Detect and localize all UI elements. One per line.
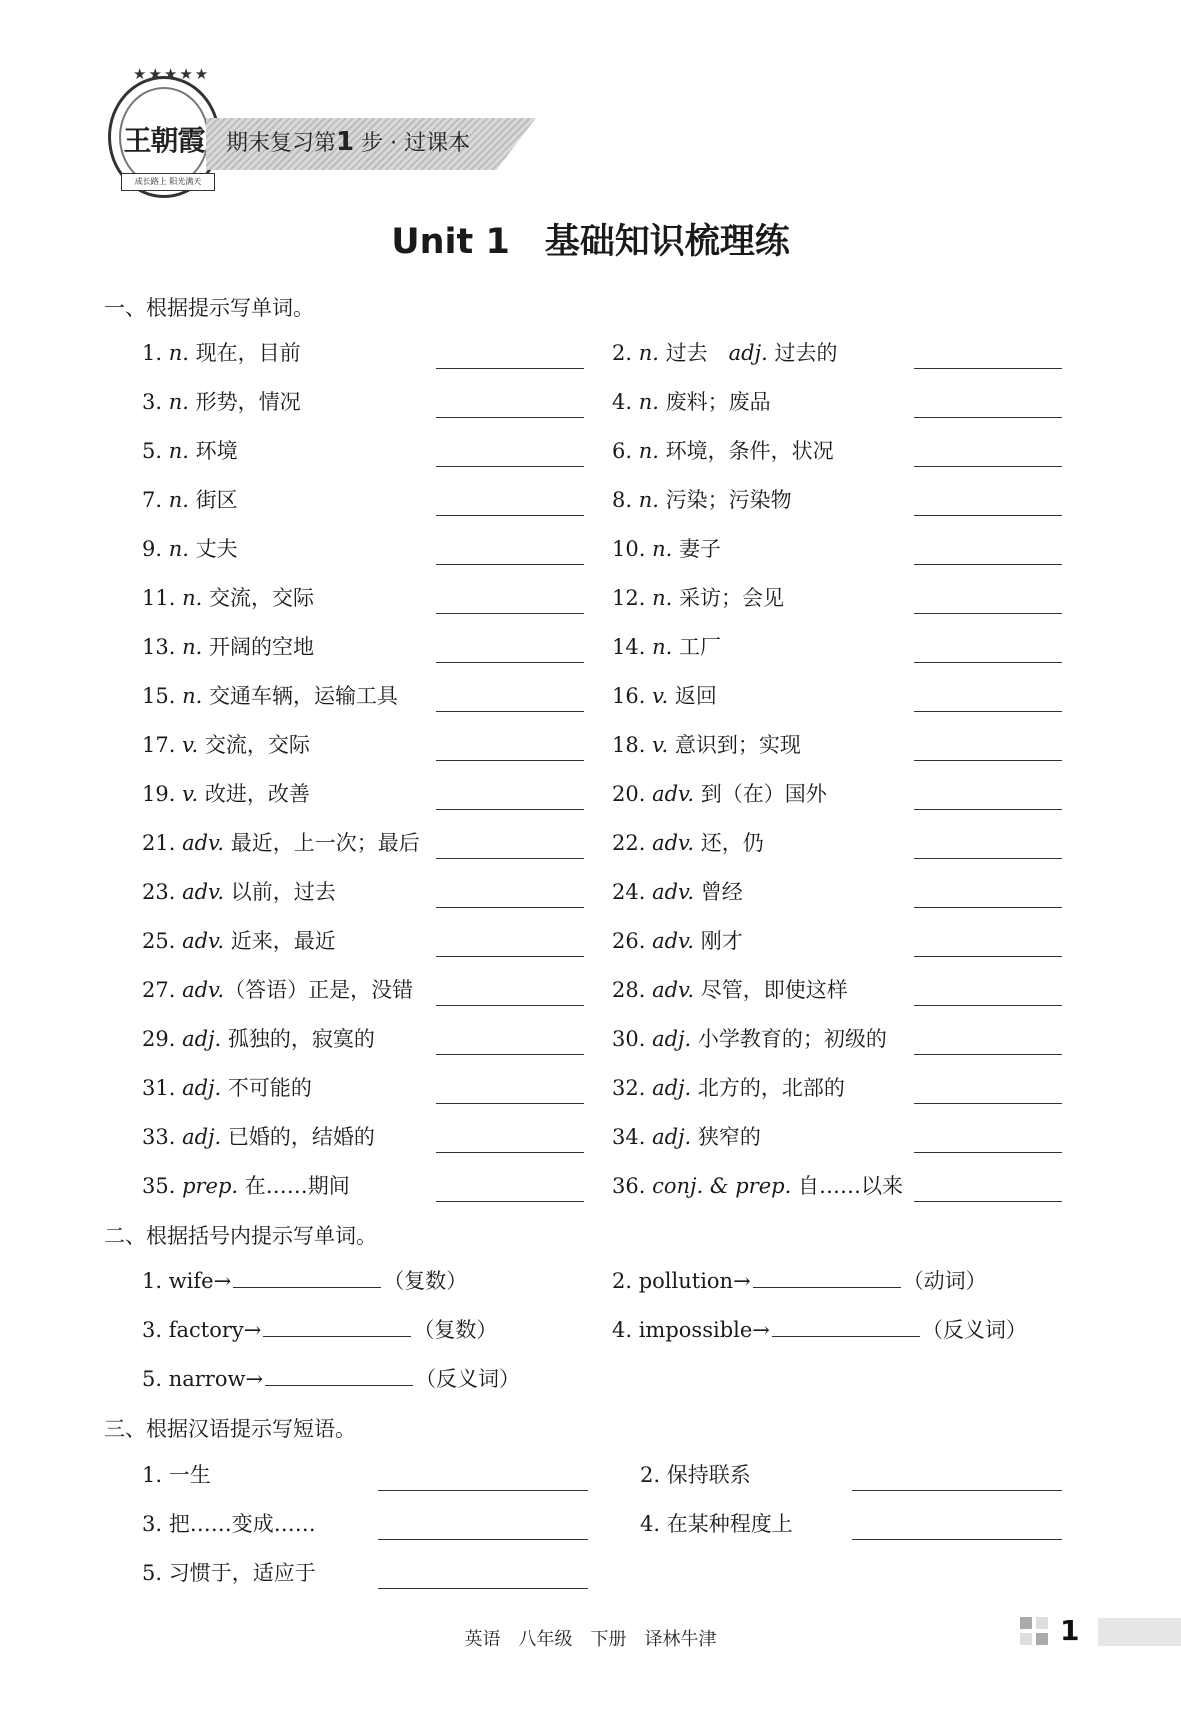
phrase-prompt: 5. 习惯于，适应于: [142, 1561, 316, 1585]
item-number: 17.: [142, 733, 183, 757]
phrase-prompt: 4. 在某种程度上: [640, 1512, 793, 1536]
answer-blank[interactable]: [914, 1201, 1062, 1202]
part-of-speech: adv.: [182, 831, 225, 855]
item-number: 7.: [142, 488, 169, 512]
answer-blank[interactable]: [436, 417, 584, 418]
word-prompt: [142, 778, 310, 808]
prompt-meaning: 开阔的空地: [202, 635, 314, 659]
page-bar: [1098, 1618, 1181, 1646]
answer-blank[interactable]: [378, 1539, 588, 1540]
item-number: 20.: [612, 782, 653, 806]
item-number: 1.: [142, 341, 169, 365]
word-prompt: [612, 1170, 903, 1200]
answer-blank[interactable]: [914, 858, 1062, 859]
prompt-meaning: 环境，条件，状况: [658, 439, 834, 463]
answer-blank[interactable]: [914, 956, 1062, 957]
prompt-meaning: （答语）正是，没错: [224, 978, 414, 1002]
word-prompt: [612, 1023, 887, 1053]
hint-text: （复数）: [413, 1318, 498, 1342]
item-number: 12.: [612, 586, 653, 610]
part-of-speech: adj.: [182, 1076, 222, 1100]
item-number: 13.: [142, 635, 183, 659]
part-of-speech: v.: [182, 733, 199, 757]
answer-blank[interactable]: [753, 1266, 901, 1288]
part-of-speech: n.: [638, 439, 659, 463]
item-number: 16.: [612, 684, 653, 708]
part-of-speech: n.: [182, 586, 203, 610]
answer-blank[interactable]: [436, 1005, 584, 1006]
hint-text: （反义词）: [921, 1318, 1027, 1342]
word-prompt: [142, 631, 314, 661]
item-number: 2.: [612, 341, 639, 365]
prompt-meaning: 尽管，即使这样: [694, 978, 848, 1002]
part-of-speech: adj.: [652, 1125, 692, 1149]
item-number: 9.: [142, 537, 169, 561]
prompt-meaning: 过去的: [767, 341, 838, 365]
part-of-speech: n.: [652, 586, 673, 610]
hint-text: （动词）: [902, 1269, 987, 1293]
word-prompt: [142, 1023, 375, 1053]
prompt-meaning: 采访；会见: [672, 586, 784, 610]
prompt-meaning: 工厂: [672, 635, 721, 659]
prompt-meaning: 还，仍: [694, 831, 764, 855]
brand-logo: [108, 65, 220, 198]
prompt-meaning: 近来，最近: [224, 929, 336, 953]
answer-blank[interactable]: [265, 1364, 413, 1386]
item-number: 22.: [612, 831, 653, 855]
answer-blank[interactable]: [914, 760, 1062, 761]
section-2-heading: 二、根据括号内提示写单词。: [104, 1224, 377, 1248]
hint-text: （反义词）: [415, 1367, 521, 1391]
answer-blank[interactable]: [436, 956, 584, 957]
word-prompt: [612, 729, 801, 759]
answer-blank[interactable]: [378, 1490, 588, 1491]
word-prompt: [612, 876, 743, 906]
word-form-prompt: [142, 1314, 497, 1344]
word-prompt: [612, 925, 743, 955]
logo-brand-text: 王朝霞: [123, 124, 205, 157]
answer-blank[interactable]: [914, 662, 1062, 663]
word-prompt: [612, 582, 784, 612]
banner-text: 期末复习第1 步 · 过课本: [226, 127, 471, 157]
answer-blank[interactable]: [914, 466, 1062, 467]
word-prompt: [612, 435, 834, 465]
prompt-meaning: 北方的，北部的: [691, 1076, 845, 1100]
item-number: 19.: [142, 782, 183, 806]
item-number: 31.: [142, 1076, 183, 1100]
part-of-speech: adv.: [652, 978, 695, 1002]
item-number: 23.: [142, 880, 183, 904]
part-of-speech: n.: [168, 439, 189, 463]
answer-blank[interactable]: [914, 711, 1062, 712]
item-number: 24.: [612, 880, 653, 904]
answer-blank[interactable]: [436, 662, 584, 663]
word-prompt: [612, 337, 837, 367]
word-prompt: [142, 827, 420, 857]
answer-blank[interactable]: [914, 1054, 1062, 1055]
prompt-meaning: 孤独的，寂寞的: [221, 1027, 375, 1051]
word-prompt: [142, 337, 301, 367]
item-number: 11.: [142, 586, 183, 610]
prompt-meaning: 自……以来: [791, 1174, 903, 1198]
part-of-speech: adj.: [652, 1076, 692, 1100]
answer-blank[interactable]: [914, 515, 1062, 516]
prompt-meaning: 废料；废品: [658, 390, 771, 414]
prompt-meaning: 交流，交际: [202, 586, 314, 610]
answer-blank[interactable]: [436, 1103, 584, 1104]
part-of-speech: adj.: [652, 1027, 692, 1051]
word-form-prompt: [142, 1265, 467, 1295]
item-number: 14.: [612, 635, 653, 659]
item-number: 21.: [142, 831, 183, 855]
base-word: 1. wife→: [142, 1269, 232, 1293]
answer-blank[interactable]: [436, 1054, 584, 1055]
prompt-meaning: 在……期间: [238, 1174, 350, 1198]
part-of-speech: adv.: [182, 978, 225, 1002]
base-word: 2. pollution→: [612, 1269, 751, 1293]
answer-blank[interactable]: [436, 368, 584, 369]
answer-blank[interactable]: [914, 1103, 1062, 1104]
footer-text: 英语 八年级 下册 译林牛津: [464, 1629, 717, 1650]
prompt-meaning: 妻子: [672, 537, 721, 561]
part-of-speech: adv.: [182, 929, 225, 953]
word-prompt: [612, 1072, 845, 1102]
page-title: Unit 1 基础知识梳理练: [391, 222, 790, 262]
word-prompt: [612, 974, 848, 1004]
base-word: 5. narrow→: [142, 1367, 264, 1391]
base-word: 3. factory→: [142, 1318, 262, 1342]
answer-blank[interactable]: [436, 711, 584, 712]
answer-blank[interactable]: [914, 368, 1062, 369]
word-form-prompt: [142, 1363, 520, 1393]
part-of-speech: n.: [638, 488, 659, 512]
page-number: 1: [1060, 1614, 1080, 1647]
part-of-speech: n.: [168, 537, 189, 561]
part-of-speech: n.: [638, 341, 659, 365]
answer-blank[interactable]: [436, 613, 584, 614]
word-prompt: [142, 876, 336, 906]
answer-blank[interactable]: [772, 1315, 920, 1337]
part-of-speech: n.: [168, 488, 189, 512]
word-prompt: [612, 533, 721, 563]
answer-blank[interactable]: [914, 1152, 1062, 1153]
word-prompt: [612, 680, 717, 710]
word-prompt: [612, 484, 792, 514]
answer-blank[interactable]: [436, 1152, 584, 1153]
page-marker-icon: [1020, 1617, 1050, 1647]
answer-blank[interactable]: [436, 515, 584, 516]
item-number: 15.: [142, 684, 183, 708]
part-of-speech: n.: [168, 341, 189, 365]
item-number: 27.: [142, 978, 183, 1002]
logo-ribbon: 成长路上 阳光满天: [121, 173, 215, 191]
part-of-speech: v.: [652, 684, 669, 708]
hint-text: （复数）: [383, 1269, 468, 1293]
answer-blank[interactable]: [436, 564, 584, 565]
prompt-meaning: 曾经: [694, 880, 743, 904]
part-of-speech: adv.: [182, 880, 225, 904]
answer-blank[interactable]: [852, 1490, 1062, 1491]
answer-blank[interactable]: [436, 1201, 584, 1202]
phrase-prompt: 2. 保持联系: [640, 1463, 751, 1487]
part-of-speech: adj.: [182, 1125, 222, 1149]
prompt-meaning: 污染；污染物: [658, 488, 792, 512]
prompt-meaning: 不可能的: [221, 1076, 312, 1100]
word-prompt: [142, 386, 301, 416]
word-form-prompt: [612, 1314, 1027, 1344]
word-prompt: [612, 386, 771, 416]
answer-blank[interactable]: [852, 1539, 1062, 1540]
answer-blank[interactable]: [378, 1588, 588, 1589]
part-of-speech: n.: [638, 390, 659, 414]
answer-blank[interactable]: [914, 1005, 1062, 1006]
part-of-speech: n.: [652, 537, 673, 561]
item-number: 32.: [612, 1076, 653, 1100]
answer-blank[interactable]: [914, 417, 1062, 418]
word-prompt: [142, 1121, 375, 1151]
prompt-meaning: 到（在）国外: [694, 782, 827, 806]
item-number: 4.: [612, 390, 639, 414]
prompt-meaning: 街区: [188, 488, 238, 512]
word-prompt: [612, 631, 721, 661]
prompt-meaning: 狭窄的: [691, 1125, 761, 1149]
word-prompt: [142, 974, 413, 1004]
item-number: 34.: [612, 1125, 653, 1149]
item-number: 29.: [142, 1027, 183, 1051]
part-of-speech: n.: [182, 635, 203, 659]
prompt-meaning: 最近，上一次；最后: [224, 831, 420, 855]
part-of-speech: prep.: [182, 1174, 239, 1198]
word-prompt: [142, 925, 336, 955]
word-prompt: [142, 484, 238, 514]
part-of-speech: adv.: [652, 929, 695, 953]
answer-blank[interactable]: [914, 907, 1062, 908]
item-number: 26.: [612, 929, 653, 953]
item-number: 30.: [612, 1027, 653, 1051]
prompt-meaning: 形势，情况: [188, 390, 301, 414]
answer-blank[interactable]: [436, 809, 584, 810]
section-1-heading: 一、根据提示写单词。: [104, 296, 314, 320]
prompt-meaning: 返回: [668, 684, 717, 708]
item-number: 33.: [142, 1125, 183, 1149]
answer-blank[interactable]: [914, 564, 1062, 565]
item-number: 35.: [142, 1174, 183, 1198]
phrase-prompt: 1. 一生: [142, 1463, 211, 1487]
item-number: 10.: [612, 537, 653, 561]
item-number: 8.: [612, 488, 639, 512]
item-number: 25.: [142, 929, 183, 953]
part-of-speech: adj.: [182, 1027, 222, 1051]
word-prompt: [142, 582, 314, 612]
word-prompt: [612, 827, 764, 857]
section-3-heading: 三、根据汉语提示写短语。: [104, 1417, 356, 1441]
part-of-speech: adv.: [652, 880, 695, 904]
item-number: 28.: [612, 978, 653, 1002]
prompt-meaning: 改进，改善: [198, 782, 310, 806]
prompt-meaning: 丈夫: [188, 537, 238, 561]
answer-blank[interactable]: [436, 760, 584, 761]
prompt-meaning: 交流，交际: [198, 733, 310, 757]
item-number: 36.: [612, 1174, 653, 1198]
part-of-speech: n.: [652, 635, 673, 659]
part-of-speech: conj. & prep.: [652, 1174, 792, 1198]
answer-blank[interactable]: [914, 613, 1062, 614]
word-prompt: [612, 778, 827, 808]
prompt-meaning: 过去: [658, 341, 729, 365]
answer-blank[interactable]: [436, 858, 584, 859]
word-prompt: [142, 533, 238, 563]
answer-blank[interactable]: [436, 907, 584, 908]
item-number: 3.: [142, 390, 169, 414]
word-prompt: [142, 1170, 350, 1200]
word-prompt: [142, 1072, 312, 1102]
word-prompt: [142, 435, 238, 465]
word-prompt: [142, 680, 398, 710]
answer-blank[interactable]: [914, 809, 1062, 810]
part-of-speech: n.: [182, 684, 203, 708]
prompt-meaning: 环境: [188, 439, 238, 463]
prompt-meaning: 以前，过去: [224, 880, 336, 904]
prompt-meaning: 现在，目前: [188, 341, 301, 365]
base-word: 4. impossible→: [612, 1318, 770, 1342]
item-number: 18.: [612, 733, 653, 757]
word-prompt: [612, 1121, 761, 1151]
stars-icon: ★★★★★: [133, 65, 211, 83]
item-number: 5.: [142, 439, 169, 463]
part-of-speech: adj.: [728, 341, 768, 365]
phrase-prompt: 3. 把……变成……: [142, 1512, 316, 1536]
item-number: 6.: [612, 439, 639, 463]
prompt-meaning: 交通车辆，运输工具: [202, 684, 398, 708]
word-form-prompt: [612, 1265, 987, 1295]
part-of-speech: n.: [168, 390, 189, 414]
answer-blank[interactable]: [233, 1266, 381, 1288]
prompt-meaning: 小学教育的；初级的: [691, 1027, 887, 1051]
part-of-speech: adv.: [652, 831, 695, 855]
prompt-meaning: 已婚的，结婚的: [221, 1125, 375, 1149]
answer-blank[interactable]: [263, 1315, 411, 1337]
part-of-speech: adv.: [652, 782, 695, 806]
prompt-meaning: 刚才: [694, 929, 743, 953]
word-prompt: [142, 729, 310, 759]
prompt-meaning: 意识到；实现: [668, 733, 801, 757]
answer-blank[interactable]: [436, 466, 584, 467]
part-of-speech: v.: [182, 782, 199, 806]
part-of-speech: v.: [652, 733, 669, 757]
